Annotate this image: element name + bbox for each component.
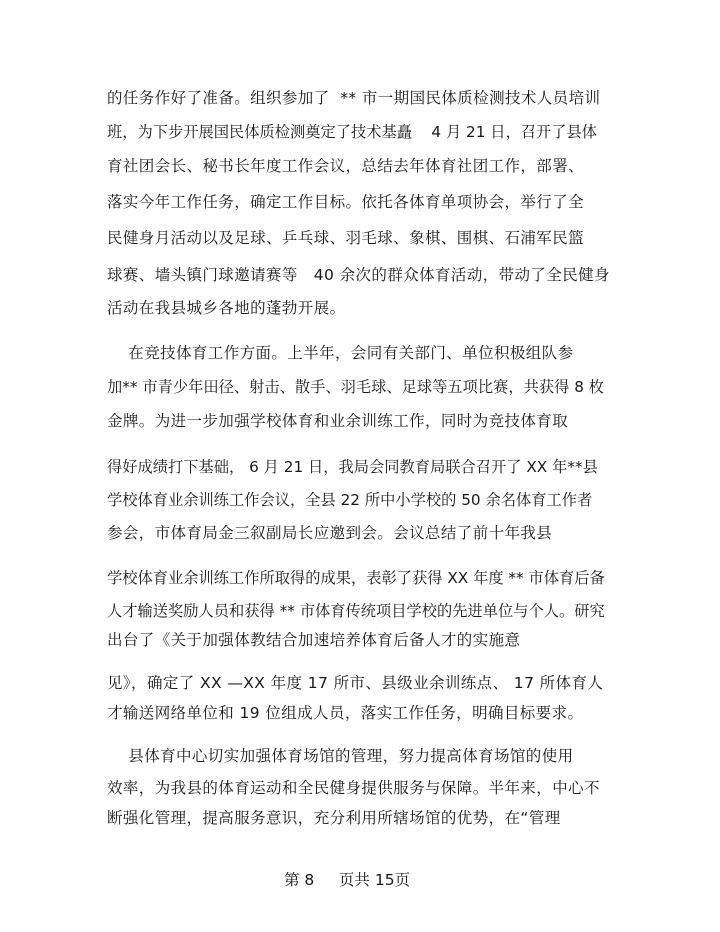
text-line: 县体育中心切实加强体育场馆的管理，努力提高体育场馆的使用 [107, 747, 574, 765]
text-line: 得好成绩打下基础， 6 月 21 日，我局会同教育局联合召开了 XX 年**县 [107, 458, 598, 476]
text-line: 出台了《关于加强体教结合加速培养体育后备人才的实施意 [107, 631, 521, 649]
text-line: 参会，市体育局金三叙副局长应邀到会。会议总结了前十年我县 [107, 524, 553, 542]
text-line: 球赛、墙头镇门球邀请赛等 40 余次的群众体育活动，带动了全民健身 [107, 266, 610, 284]
page-number: 第 8 页共 15页 [284, 871, 411, 889]
text-line: 学校体育业余训练工作会议，全县 22 所中小学校的 50 余名体育工作者 [107, 491, 593, 509]
text-line: 人才输送奖励人员和获得 ** 市体育传统项目学校的先进单位与个人。研究 [107, 602, 605, 620]
text-line: 在竞技体育工作方面。上半年，会同有关部门、单位积极组队参 [107, 344, 574, 362]
text-line: 落实今年工作任务，确定工作目标。依托各体育单项协会，举行了全 [107, 193, 585, 211]
text-line: 才输送网络单位和 19 位组成人员，落实工作任务，明确目标要求。 [107, 704, 584, 722]
text-line: 民健身月活动以及足球、乒乓球、羽毛球、象棋、围棋、石浦军民篮 [107, 229, 585, 247]
text-line: 学校体育业余训练工作所取得的成果，表彰了获得 XX 年度 ** 市体育后备 [107, 569, 605, 587]
text-line: 班，为下步开展国民体质检测奠定了技术基矗 4 月 21 日，召开了县体 [107, 123, 598, 141]
text-line: 效率，为我县的体育运动和全民健身提供服务与保障。半年来，中心不 [107, 779, 600, 797]
text-line: 育社团会长、秘书长年度工作会议，总结去年体育社团工作，部署、 [107, 157, 585, 175]
text-line: 加** 市青少年田径、射击、散手、羽毛球、足球等五项比赛，共获得 8 枚 [107, 378, 604, 396]
text-line: 活动在我县城乡各地的蓬勃开展。 [107, 299, 346, 317]
text-line: 金牌。为进一步加强学校体育和业余训练工作，同时为竞技体育取 [107, 412, 569, 430]
text-line: 见》，确定了 XX —XX 年度 17 所市、县级业余训练点、 17 所体育人 [107, 674, 604, 692]
text-line: 的任务作好了准备。组织参加了 ** 市一期国民体质检测技术人员培训 [107, 89, 601, 107]
text-line: 断强化管理，提高服务意识，充分利用所辖场馆的优势，在“管理 [107, 809, 561, 827]
